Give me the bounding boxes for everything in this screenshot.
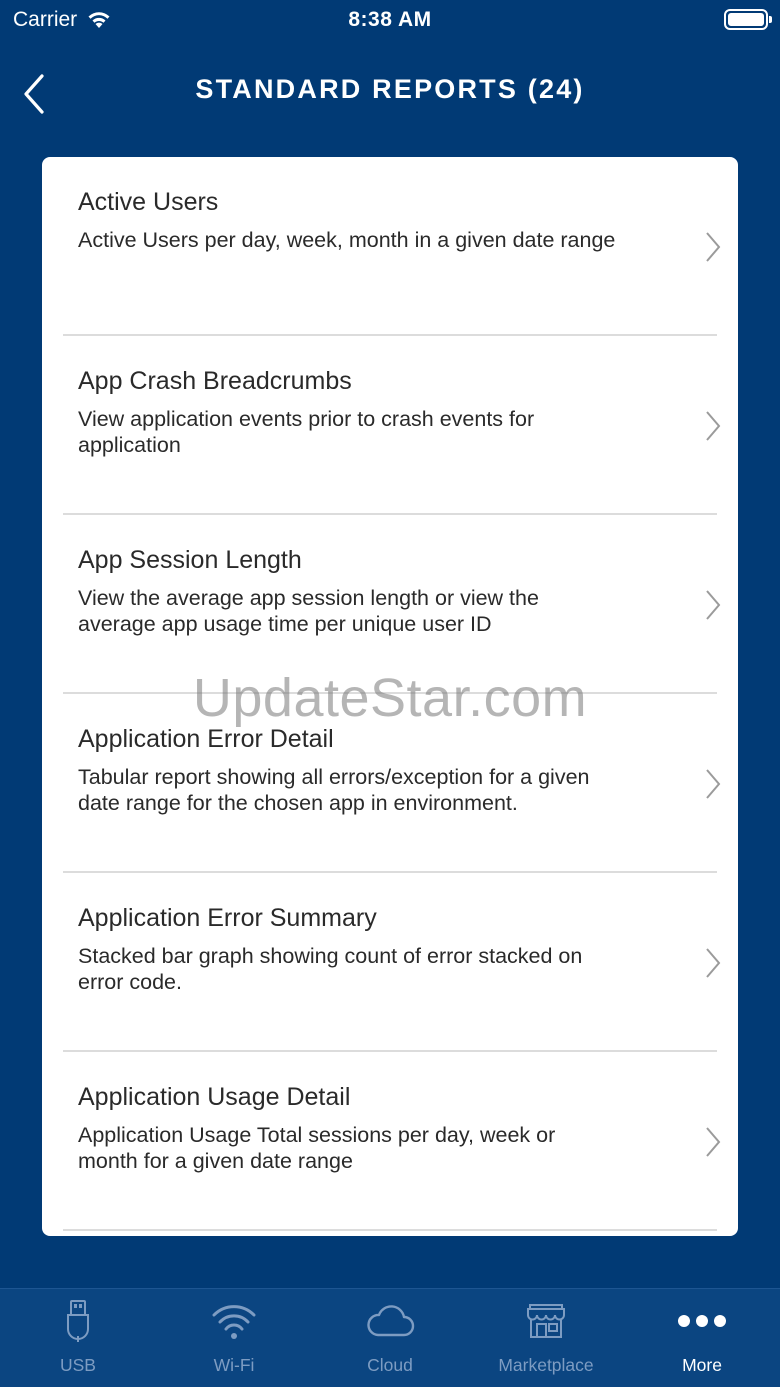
wifi-icon xyxy=(210,1301,258,1341)
chevron-right-icon xyxy=(704,588,722,622)
report-description: View application events prior to crash events for application xyxy=(78,407,535,457)
status-time: 8:38 AM xyxy=(348,8,432,31)
chevron-right-icon xyxy=(704,1125,722,1159)
status-bar xyxy=(0,0,780,40)
more-icon xyxy=(676,1311,728,1331)
tab-label: Marketplace xyxy=(498,1355,594,1375)
report-item-app-session-length[interactable] xyxy=(42,515,738,694)
reports-list xyxy=(42,157,738,1236)
report-title: Application Usage Detail xyxy=(78,1083,351,1111)
battery-icon xyxy=(724,9,768,30)
carrier-label: Carrier xyxy=(13,8,78,31)
tab-marketplace[interactable] xyxy=(468,1289,624,1387)
report-title: Application Error Summary xyxy=(78,904,377,932)
watermark: UpdateStar.com xyxy=(192,668,588,728)
report-description: Active Users per day, week, month in a given date range xyxy=(78,228,616,252)
report-item-app-crash-breadcrumbs[interactable] xyxy=(42,336,738,515)
tab-label: Cloud xyxy=(367,1355,413,1375)
usb-icon xyxy=(63,1299,93,1343)
report-item-application-error-summary[interactable] xyxy=(42,873,738,1052)
report-description: Stacked bar graph showing count of error stacked on error code. xyxy=(78,944,583,994)
tab-label: Wi-Fi xyxy=(213,1355,255,1375)
report-item-application-error-detail[interactable] xyxy=(42,694,738,873)
marketplace-icon xyxy=(524,1301,568,1341)
report-item-application-usage-detail[interactable] xyxy=(42,1052,738,1231)
chevron-right-icon xyxy=(704,230,722,264)
report-title: App Session Length xyxy=(78,546,302,574)
chevron-right-icon xyxy=(704,946,722,980)
report-title: Active Users xyxy=(78,188,219,216)
tab-cloud[interactable] xyxy=(312,1289,468,1387)
chevron-right-icon xyxy=(704,409,722,443)
divider xyxy=(63,1229,717,1231)
report-title: Application Error Detail xyxy=(78,725,334,753)
report-description: Tabular report showing all errors/exception for a given date range for the chosen app in environment. xyxy=(78,765,590,815)
cloud-icon xyxy=(364,1301,416,1341)
tab-label: USB xyxy=(60,1355,96,1375)
page-title: STANDARD REPORTS (24) xyxy=(195,74,585,104)
navigation-bar xyxy=(0,60,780,120)
report-description: Application Usage Total sessions per day, week or month for a given date range xyxy=(78,1123,556,1173)
tab-usb[interactable] xyxy=(0,1289,156,1387)
tab-bar xyxy=(0,1288,780,1387)
tab-more[interactable] xyxy=(624,1289,780,1387)
tab-wifi[interactable] xyxy=(156,1289,312,1387)
report-title: App Crash Breadcrumbs xyxy=(78,367,352,395)
report-item-active-users[interactable] xyxy=(42,157,738,336)
chevron-right-icon xyxy=(704,767,722,801)
tab-label: More xyxy=(682,1355,722,1375)
report-description: View the average app session length or view the average app usage time per unique user ID xyxy=(78,586,539,636)
